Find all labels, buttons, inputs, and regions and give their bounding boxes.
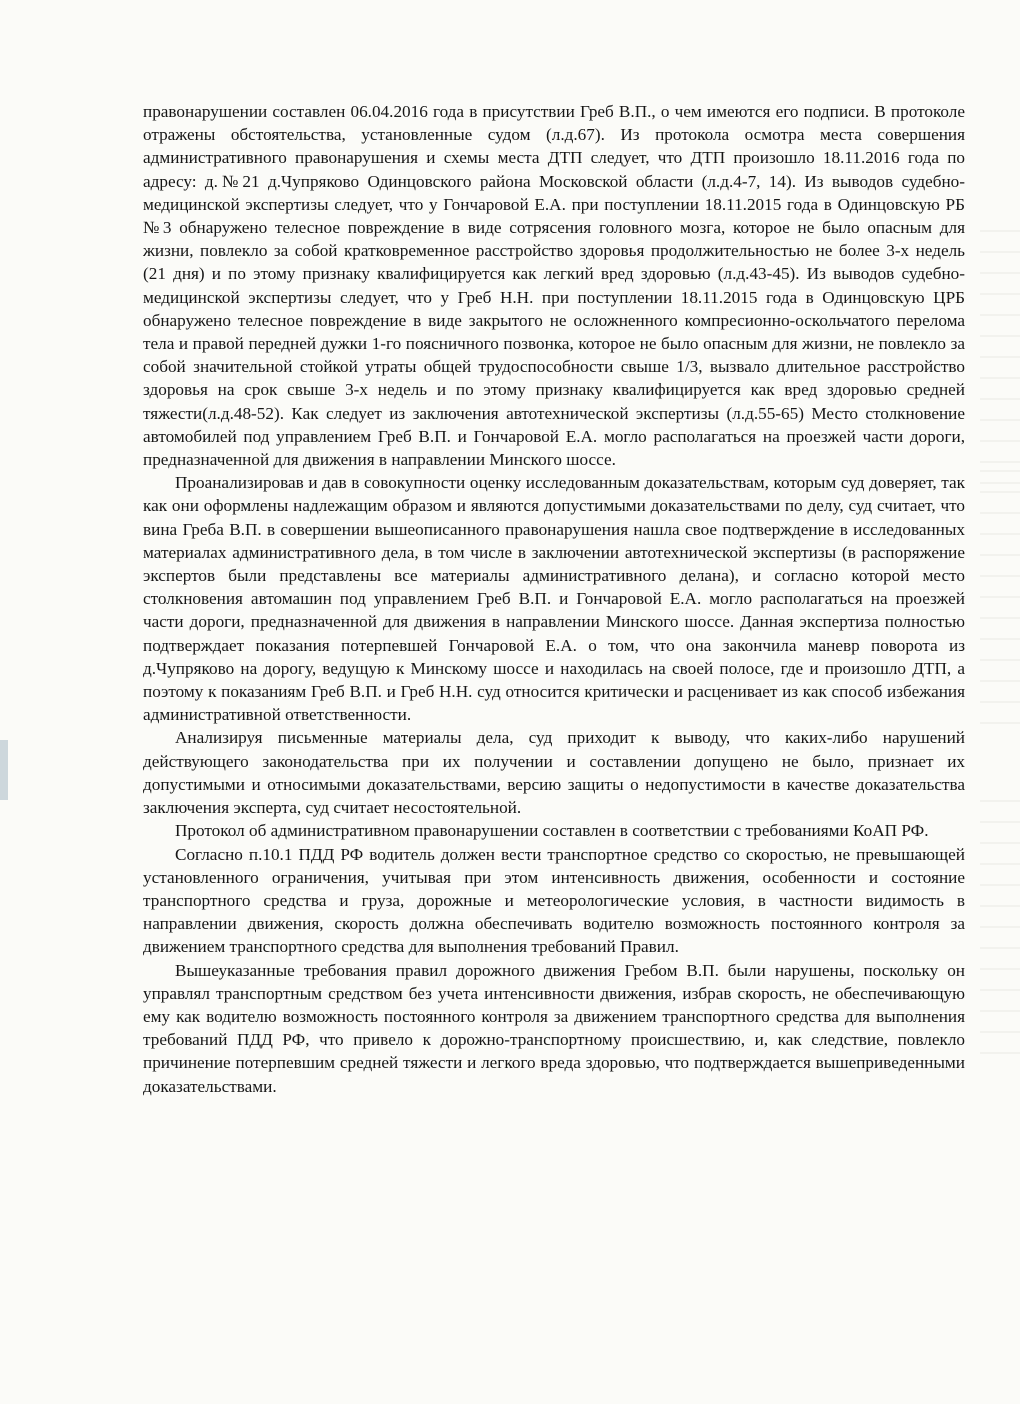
paragraph-3: Анализируя письменные материалы дела, суд приходит к выводу, что каких-либо нарушений действующего законодательства при их получении и составлении допущено не было, признает их допустимыми и относимыми доказательствами, версию защиты о недопустимости в качестве доказательства заключения эксперта, суд считает несостоятельной.	[143, 728, 965, 818]
scan-edge-mark	[0, 740, 8, 800]
paragraph-6: Вышеуказанные требования правил дорожного движения Гребом В.П. были нарушены, поскольку он управлял транспортным средством без учета интенсивности движения, избрав скорость, не обеспечивающую ему как водителю возможность постоянного контроля за движением транспортного средства для выполнения требований ПДД РФ, что привело к дорожно-транспортному происшествию, и, как следствие, повлекло причинение потерпевшим средней тяжести и легкого вреда здоровью, что подтверждается вышеприведенными доказательствами.	[143, 960, 965, 1096]
show-through-right	[980, 800, 1020, 1060]
show-through-right	[980, 230, 1020, 490]
paragraph-1: правонарушении составлен 06.04.2016 года в присутствии Греб В.П., о чем имеются его подписи. В протоколе отражены обстоятельства, установленные судом (л.д.67). Из протокола осмотра места совершения административного правонарушения и схемы места ДТП следует, что ДТП произошло 18.11.2016 года по адресу: д.№21 д.Чупряково Одинцовского района Московской области (л.д.4-7, 14). Из выводов судебно-медицинской экспертизы следует, что у Гончаровой Е.А. при поступлении 18.11.2015 года в Одинцовскую РБ №3 обнаружено телесное повреждение в виде сотрясения головного мозга, которое не было опасным для жизни, повлекло за собой кратковременное расстройство здоровья продолжительностью не более 3-х недель (21 дня) и по этому признаку квалифицируется как легкий вред здоровью (л.д.43-45). Из выводов судебно-медицинской экспертизы следует, что у Греб Н.Н. при поступлении 18.11.2015 года в Одинцовскую ЦРБ обнаружено телесное повреждение в виде закрытого не осложненного компресионно-оскольчатого перелома тела и правой передней дужки 1-го поясничного позвонка, которое не было опасным для жизни, не повлекло за собой значительной стойкой утраты общей трудоспособности свыше 1/3, вызвало длительное расстройство здоровья на срок свыше 3-х недель и по этому признаку квалифицируется как вред здоровью средней тяжести(л.д.48-52). Как следует из заключения автотехнической экспертизы (л.д.55-65) Место столкновение автомобилей под управлением Греб В.П. и Гончаровой Е.А. могло располагаться на проезжей части дороги, предназначенной для движения в направлении Минского шоссе.	[143, 102, 965, 470]
show-through-right	[980, 470, 1020, 730]
paragraph-5: Согласно п.10.1 ПДД РФ водитель должен вести транспортное средство со скоростью, не превышающей установленного ограничения, учитывая при этом интенсивность движения, особенности и состояние транспортного средства и груза, дорожные и метеорологические условия, в частности видимость в направлении движения, скорость должна обеспечивать водителю возможность постоянного контроля за движением транспортного средства для выполнения требований Правил.	[143, 844, 965, 957]
document-body	[143, 100, 965, 1098]
paragraph-4: Протокол об административном правонарушении составлен в соответствии с требованиями КоАП РФ.	[175, 821, 929, 841]
paragraph-2: Проанализировав и дав в совокупности оценку исследованным доказательствам, которым суд доверяет, так как они оформлены надлежащим образом и являются допустимыми доказательствами по делу, суд считает, что вина Греба В.П. в совершении вышеописанного правонарушения нашла свое подтверждение в исследованных материалах административного дела, в том числе в заключении автотехнической экспертизы (в распоряжение экспертов были представлены все материалы административного делана), и согласно которой место столкновения автомашин под управлением Греб В.П. и Гончаровой Е.А. могло располагаться на проезжей части дороги, предназначенной для движения в направлении Минского шоссе. Данная экспертиза полностью подтверждает показания потерпевшей Гончаровой Е.А. о том, что она закончила маневр поворота из д.Чупряково на дорогу, ведущую к Минскому шоссе и находилась на своей полосе, где и произошло ДТП, а поэтому к показаниям Греб В.П. и Греб Н.Н. суд относится критически и расценивает из как способ избежания административной ответственности.	[143, 473, 965, 725]
